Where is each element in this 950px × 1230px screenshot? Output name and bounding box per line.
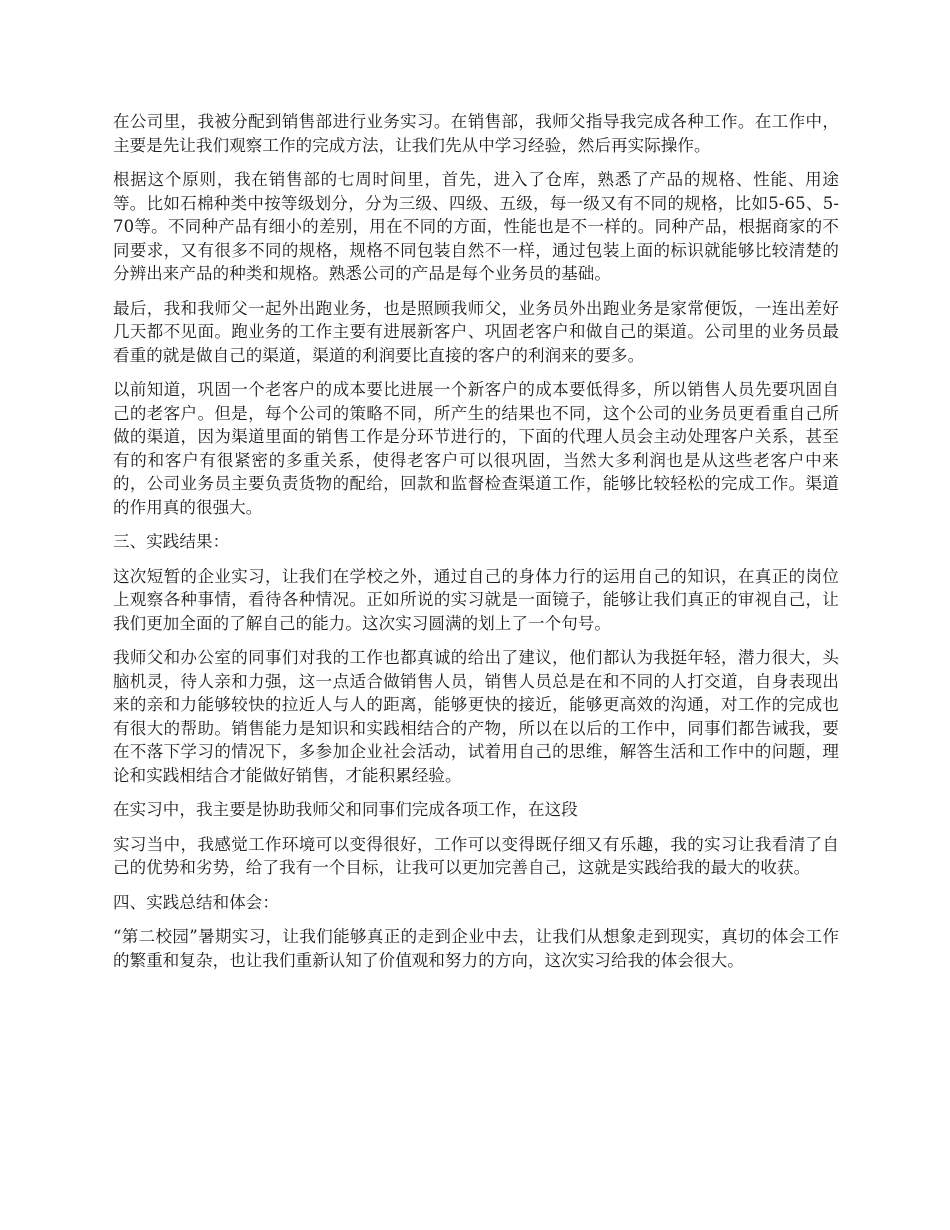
paragraph-gains: 实习当中，我感觉工作环境可以变得很好，工作可以变得既仔细又有乐趣，我的实习让我看清了自己的优势和劣势，给了我有一个目标，让我可以更加完善自己，这就是实践给我的最大的收获。 (113, 834, 839, 877)
paragraph-field-sales: 最后，我和我师父一起外出跑业务，也是照顾我师父，业务员外出跑业务是家常便饭，一连出差好几天都不见面。跑业务的工作主要有进展新客户、巩固老客户和做自己的渠道。公司里的业务员最看重的就是做自己的渠道，渠道的利润要比直接的客户的利润来的要多。 (113, 298, 839, 365)
paragraph-internship-reflection: 这次短暂的企业实习，让我们在学校之外，通过自己的身体力行的运用自己的知识，在真正的岗位上观察各种事情，看待各种情况。正如所说的实习就是一面镜子，能够让我们真正的审视自己，让我们更加全面的了解自己的能力。这次实习圆满的划上了一个句号。 (113, 566, 839, 633)
paragraph-summary: “第二校园”暑期实习，让我们能够真正的走到企业中去，让我们从想象走到现实，真切的体会工作的繁重和复杂，也让我们重新认知了价值观和努力的方向，这次实习给我的体会很大。 (113, 927, 839, 970)
paragraph-colleague-feedback: 我师父和办公室的同事们对我的工作也都真诚的给出了建议，他们都认为我挺年轻，潜力很大，头脑机灵，待人亲和力强，这一点适合做销售人员，销售人员总是在和不同的人打交道，自身表现出来的亲和力能够较快的拉近人与人的距离，能够更快的接近，能够更高效的沟通，对工作的完成也有很大的帮助。销售能力是知识和实践相结合的产物，所以在以后的工作中，同事们都告诫我，要在不落下学习的情况下，多参加企业社会活动，试着用自己的思维，解答生活和工作中的问题，理论和实践相结合才能做好销售，才能积累经验。 (113, 648, 839, 785)
section-heading-summary: 四、实践总结和体会： (113, 892, 279, 912)
paragraph-product-familiarization: 根据这个原则，我在销售部的七周时间里，首先，进入了仓库，熟悉了产品的规格、性能、用途等。比如石棉种类中按等级划分，分为三级、四级、五级，每一级又有不同的规格，比如5-65、5-70等。不同种产品有细小的差别，用在不同的方面，性能也是不一样的。同种产品，根据商家的不同要求，又有很多不同的规格，规格不同包装自然不一样，通过包装上面的标识就能够比较清楚的分辨出来产品的种类和规格。熟悉公司的产品是每个业务员的基础。 (113, 170, 839, 283)
paragraph-assisting-colleagues: 在实习中，我主要是协助我师父和同事们完成各项工作，在这段 (113, 800, 578, 819)
document-body (113, 110, 839, 983)
paragraph-customer-retention: 以前知道，巩固一个老客户的成本要比进展一个新客户的成本要低得多，所以销售人员先要巩固自己的老客户。但是，每个公司的策略不同，所产生的结果也不同，这个公司的业务员更看重自己所做的渠道，因为渠道里面的销售工作是分环节进行的，下面的代理人员会主动处理客户关系，甚至有的和客户有很紧密的多重关系，使得老客户可以很巩固，当然大多利润也是从这些老客户中来的，公司业务员主要负责货物的配给，回款和监督检查渠道工作，能够比较轻松的完成工作。渠道的作用真的很强大。 (113, 380, 839, 517)
paragraph-internship-assignment: 在公司里，我被分配到销售部进行业务实习。在销售部，我师父指导我完成各种工作。在工作中，主要是先让我们观察工作的完成方法，让我们先从中学习经验，然后再实际操作。 (113, 112, 839, 155)
section-heading-results: 三、实践结果： (113, 532, 230, 551)
